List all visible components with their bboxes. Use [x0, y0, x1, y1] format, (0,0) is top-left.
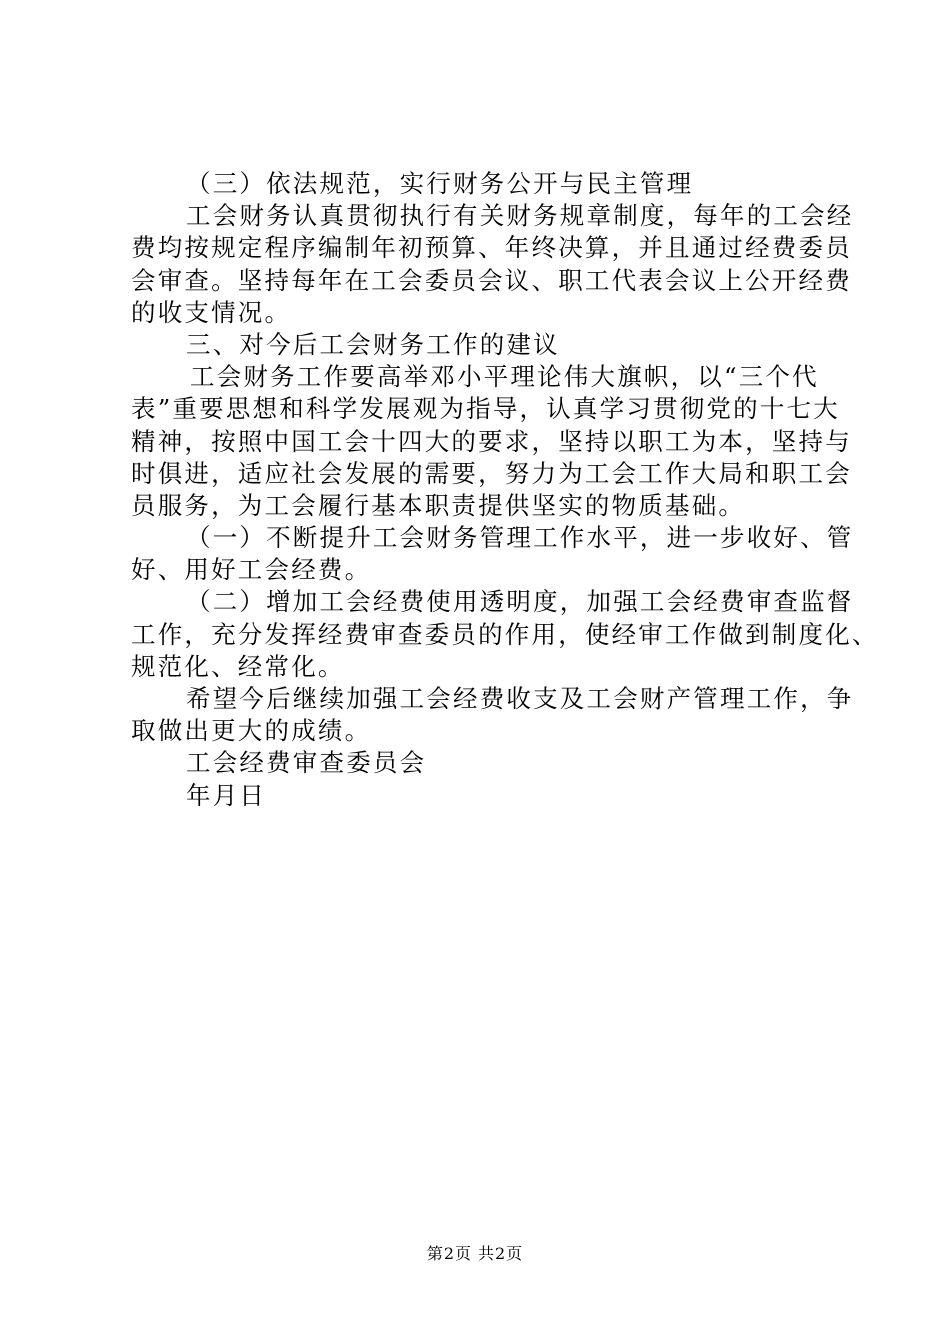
paragraph-line: 表”重要思想和科学发展观为指导，认真学习贯彻党的十七大	[131, 394, 840, 424]
paragraph-line: 会审查。坚持每年在工会委员会议、职工代表会议上公开经费	[131, 265, 852, 295]
paragraph-line: 费均按规定程序编制年初预算、年终决算，并且通过经费委员	[131, 233, 852, 263]
page-number: 第2页	[426, 1244, 472, 1263]
paragraph-line: 的收支情况。	[131, 297, 292, 327]
paragraph-line: 工作，充分发挥经费审查委员的作用，使经审工作做到制度化、	[131, 619, 879, 649]
signature-organization: 工会经费审查委员会	[186, 748, 427, 778]
paragraph-line: 员服务，为工会履行基本职责提供坚实的物质基础。	[131, 490, 746, 520]
list-item-2: （二）增加工会经费使用透明度，加强工会经费审查监督	[186, 587, 854, 617]
page-total: 共2页	[478, 1244, 524, 1263]
closing-paragraph: 希望今后继续加强工会经费收支及工会财产管理工作，争	[186, 684, 854, 713]
paragraph-line: 工会财务认真贯彻执行有关财务规章制度，每年的工会经	[186, 201, 854, 231]
paragraph-line: 时俱进，适应社会发展的需要，努力为工会工作大局和职工会	[131, 458, 852, 488]
paragraph-line: 规范化、经常化。	[131, 651, 345, 681]
paragraph-line: 工会财务工作要高举邓小平理论伟大旗帜，以“三个代	[190, 362, 819, 392]
section-heading-suggestions: 三、对今后工会财务工作的建议	[186, 329, 560, 359]
document-body	[131, 168, 879, 812]
paragraph-line: 好、用好工会经费。	[131, 555, 372, 585]
paragraph-line: 精神，按照中国工会十四大的要求，坚持以职工为本，坚持与	[131, 426, 852, 456]
paragraph-line: 取做出更大的成绩。	[131, 716, 372, 746]
list-item-1: （一）不断提升工会财务管理工作水平，进一步收好、管	[186, 523, 854, 553]
page-footer	[0, 1244, 950, 1264]
section-heading-3: （三）依法规范，实行财务公开与民主管理	[186, 169, 694, 198]
signature-date: 年月日	[186, 780, 267, 810]
